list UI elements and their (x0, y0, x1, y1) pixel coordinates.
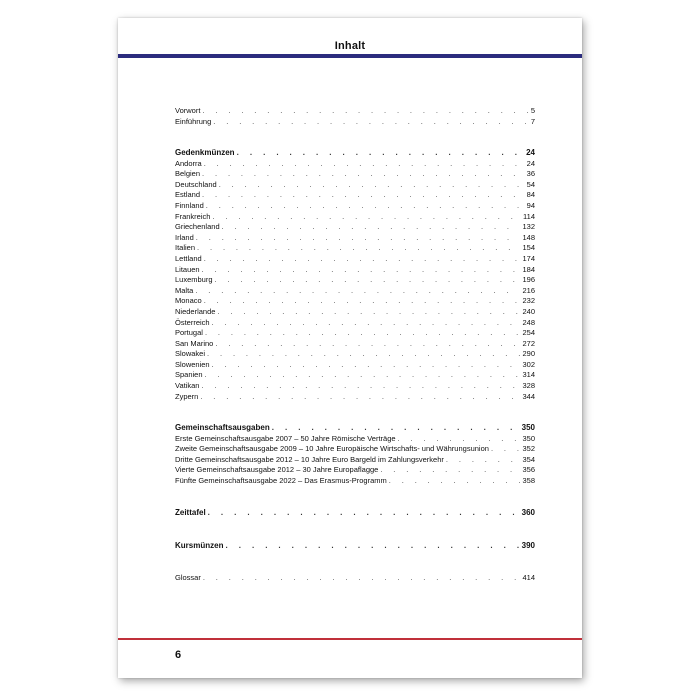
dot-leader (491, 444, 521, 455)
dot-leader (200, 392, 520, 403)
page-title: Inhalt (334, 40, 366, 52)
toc-section-heading (175, 423, 535, 434)
toc-entry-page: 352 (522, 444, 535, 454)
toc-entry-page: 350 (522, 433, 535, 443)
toc-entry-label: Estland (175, 190, 201, 200)
toc-section-gedenkmuenzen (175, 148, 535, 402)
toc-entry-label: Deutschland (175, 179, 217, 189)
toc-entry-label: Dritte Gemeinschaftsausgabe 2012 – 10 Jahre Euro Bargeld im Zahlungsverkehr (175, 454, 444, 464)
toc-entry-page: 240 (522, 306, 535, 316)
toc-section-label: Kursmünzen (175, 541, 224, 550)
toc-entry-page: 84 (526, 190, 535, 200)
toc-section-page: 350 (521, 423, 535, 432)
toc-entry-label: Einführung (175, 116, 212, 126)
toc-entry (175, 201, 535, 212)
toc-section-page: 390 (521, 541, 535, 550)
toc-entry-label: Griechenland (175, 222, 220, 232)
toc-entry (175, 296, 535, 307)
dot-leader (202, 169, 525, 180)
dot-leader (217, 307, 520, 318)
toc-glossar (175, 573, 535, 584)
toc-entry-label: Portugal (175, 328, 203, 338)
toc-section-label: Zeittafel (175, 508, 206, 517)
footer-rule (118, 638, 582, 640)
toc-entry (175, 328, 535, 339)
dot-leader (212, 318, 521, 329)
toc-entry (175, 339, 535, 350)
toc-entry-page: 174 (522, 253, 535, 263)
toc-entry-page: 196 (522, 275, 535, 285)
dot-leader (213, 117, 529, 128)
dot-leader (446, 455, 521, 466)
toc-entry-page: 302 (522, 359, 535, 369)
toc-entry (175, 106, 535, 117)
toc-entry-label: Lettland (175, 253, 202, 263)
toc-entry (175, 434, 535, 445)
toc-entry-label: Vatikan (175, 381, 200, 391)
toc-entry (175, 318, 535, 329)
toc-entry (175, 233, 535, 244)
toc-entry-page: 94 (526, 200, 535, 210)
toc-entry-label: Andorra (175, 158, 202, 168)
dot-leader (204, 254, 521, 265)
toc-entry (175, 212, 535, 223)
toc-entry (175, 307, 535, 318)
toc-entry-page: 216 (522, 285, 535, 295)
toc-section-heading (175, 541, 535, 552)
toc-entry-page: 354 (522, 454, 535, 464)
toc-entry-label: Slowenien (175, 359, 210, 369)
header-rule (118, 54, 582, 58)
toc-entry-page: 154 (522, 243, 535, 253)
toc-intro (175, 106, 535, 127)
toc-entry-page: 414 (522, 573, 535, 582)
dot-leader (215, 275, 521, 286)
toc-entry-label: Belgien (175, 169, 201, 179)
toc-entry (175, 243, 535, 254)
dot-leader (212, 212, 521, 223)
toc-entry-page: 356 (522, 465, 535, 475)
dot-leader (202, 106, 528, 117)
toc-entry-label: Luxemburg (175, 275, 213, 285)
toc-entry-label: Vorwort (175, 106, 201, 115)
dot-leader (195, 286, 520, 297)
toc-entry (175, 476, 535, 487)
toc-entry-page: 184 (522, 264, 535, 274)
toc-entry (175, 222, 535, 233)
toc-entry-page: 36 (526, 169, 535, 179)
page-number: 6 (175, 649, 182, 661)
dot-leader (380, 465, 520, 476)
toc-entry-page: 232 (522, 296, 535, 306)
toc-entry-page: 314 (522, 370, 535, 380)
toc-entry-page: 114 (523, 211, 535, 221)
dot-leader (203, 573, 521, 584)
toc-entry-label: Fünfte Gemeinschaftsausgabe 2022 – Das Erasmus-Programm (175, 475, 387, 485)
dot-leader (212, 360, 521, 371)
toc-entry-label: Frankreich (175, 211, 211, 221)
toc-entry-label: Malta (175, 285, 194, 295)
toc-entry-label: Österreich (175, 317, 210, 327)
dot-leader (389, 476, 521, 487)
toc-entry (175, 444, 535, 455)
toc-entry-page: 24 (526, 158, 535, 168)
toc-entry-page: 254 (522, 328, 535, 338)
dot-leader (215, 339, 520, 350)
toc-entry-label: Irland (175, 232, 194, 242)
dot-leader (398, 434, 521, 445)
toc-entry-label: Glossar (175, 573, 201, 582)
dot-leader (272, 423, 520, 434)
dot-leader (204, 296, 521, 307)
toc-entry-page: 5 (530, 106, 535, 115)
toc-entry-label: Vierte Gemeinschaftsausgabe 2012 – 30 Jahre Europaflagge (175, 465, 379, 475)
dot-leader (208, 508, 520, 519)
toc-entry-label: Niederlande (175, 306, 216, 316)
toc-entry-page: 358 (522, 475, 535, 485)
toc-section-zeittafel (175, 508, 535, 519)
dot-leader (196, 233, 521, 244)
toc-entry (175, 117, 535, 128)
toc-entry-label: Spanien (175, 370, 203, 380)
document-page (118, 18, 582, 678)
dot-leader (205, 370, 521, 381)
toc-entry (175, 159, 535, 170)
toc-entry (175, 349, 535, 360)
toc-entry-page: 272 (522, 338, 535, 348)
toc-entry (175, 190, 535, 201)
toc-entry-page: 7 (530, 116, 535, 126)
dot-leader (225, 541, 519, 552)
dot-leader (202, 190, 525, 201)
toc-entry-page: 328 (522, 381, 535, 391)
toc-entry (175, 180, 535, 191)
toc-entry-page: 290 (522, 349, 535, 359)
toc-section-heading (175, 148, 535, 159)
toc-entry-page: 148 (522, 232, 535, 242)
dot-leader (207, 349, 520, 360)
dot-leader (204, 159, 525, 170)
dot-leader (219, 180, 525, 191)
toc-section-label: Gedenkmünzen (175, 148, 235, 157)
toc-entry (175, 392, 535, 403)
toc-entry-label: Slowakei (175, 349, 206, 359)
toc-entry-label: San Marino (175, 338, 214, 348)
toc-entry-label: Finnland (175, 200, 204, 210)
toc-section-page: 360 (521, 508, 535, 517)
toc-section-label: Gemeinschaftsausgaben (175, 423, 270, 432)
toc-entry-page: 344 (522, 391, 535, 401)
toc-entry-label: Italien (175, 243, 196, 253)
toc-entry (175, 381, 535, 392)
dot-leader (206, 201, 525, 212)
dot-leader (197, 243, 520, 254)
toc-entry-page: 54 (526, 179, 535, 189)
dot-leader (237, 148, 525, 159)
toc-entry-label: Monaco (175, 296, 202, 306)
toc-entry-label: Zypern (175, 391, 199, 401)
toc-entry-page: 132 (522, 222, 535, 232)
toc-entry (175, 465, 535, 476)
toc-entry (175, 254, 535, 265)
toc-section-heading (175, 508, 535, 519)
toc-entry (175, 370, 535, 381)
toc-entry-page: 248 (522, 317, 535, 327)
dot-leader (201, 381, 520, 392)
toc-entry-label: Erste Gemeinschaftsausgabe 2007 – 50 Jahre Römische Verträge (175, 433, 396, 443)
toc-entry (175, 275, 535, 286)
dot-leader (222, 222, 521, 233)
toc-entry (175, 265, 535, 276)
toc-entry (175, 360, 535, 371)
toc-entry (175, 455, 535, 466)
toc-entry (175, 286, 535, 297)
dot-leader (205, 328, 521, 339)
toc-entry (175, 169, 535, 180)
toc-section-kursmuenzen (175, 541, 535, 552)
toc-section-gemeinschaftsausgaben (175, 423, 535, 487)
toc-entry-label: Zweite Gemeinschaftsausgabe 2009 – 10 Jahre Europäische Wirtschafts- und Währungsunion (175, 444, 489, 454)
dot-leader (202, 265, 521, 276)
toc-section-page: 24 (526, 148, 535, 157)
toc-entry (175, 573, 535, 584)
toc-entry-label: Litauen (175, 264, 200, 274)
